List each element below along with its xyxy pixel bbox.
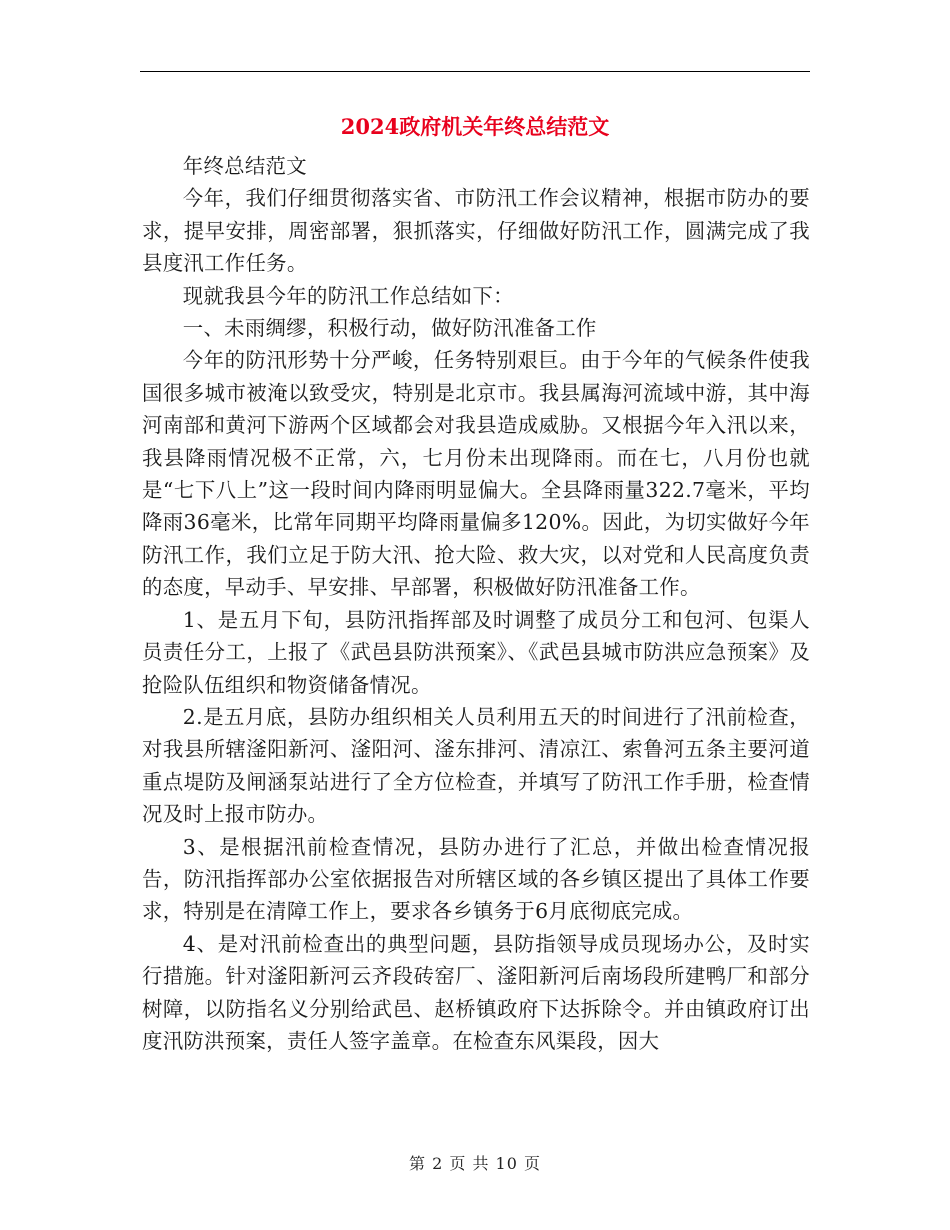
document-title: 2024政府机关年终总结范文 — [340, 114, 610, 139]
paragraph: 年终总结范文 — [182, 154, 307, 178]
section-heading: 一、未雨绸缪，积极行动，做好防汛准备工作 — [182, 316, 597, 341]
paragraph: 现就我县今年的防汛工作总结如下： — [182, 283, 514, 308]
paragraph: 2.是五月底，县防办组织相关人员利用五天的时间进行了汛前检查，对我县所辖滏阳新河、滏阳河、滏东排河、清凉江、索鲁河五条主要河道重点堤防及闸涵泵站进行了全方位检查，并填写了防汛工作手册，检查情况及时上报市防办。 — [142, 704, 810, 827]
page-number: 第 2 页 共 10 页 — [409, 1154, 541, 1173]
document-body — [142, 150, 810, 1057]
page-footer — [0, 1152, 950, 1176]
header-rule — [140, 71, 810, 72]
paragraph: 3、是根据汛前检查情况，县防办进行了汇总，并做出检查情况报告，防汛指挥部办公室依据报告对所辖区域的各乡镇区提出了具体工作要求，特别是在清障工作上，要求各乡镇务于6月底彻底完成。 — [142, 834, 810, 924]
paragraph: 今年的防汛形势十分严峻，任务特别艰巨。由于今年的气候条件使我国很多城市被淹以致受灾，特别是北京市。我县属海河流域中游，其中海河南部和黄河下游两个区域都会对我县造成威胁。又根据今年入汛以来，我县降雨情况极不正常，六，七月份未出现降雨。而在七，八月份也就是“七下八上”这一段时间内降雨明显偏大。全县降雨量322.7毫米，平均降雨36毫米，比常年同期平均降雨量偏多120%。因此，为切实做好今年防汛工作，我们立足于防大汛、抢大险、救大灾，以对党和人民高度负责的态度，早动手、早安排、早部署，积极做好防汛准备工作。 — [142, 348, 810, 600]
paragraph: 1、是五月下旬，县防汛指挥部及时调整了成员分工和包河、包渠人员责任分工，上报了《武邑县防洪预案》、《武邑县城市防洪应急预案》及抢险队伍组织和物资储备情况。 — [142, 607, 810, 697]
paragraph: 4、是对汛前检查出的典型问题，县防指领导成员现场办公，及时实行措施。针对滏阳新河云齐段砖窑厂、滏阳新河后南场段所建鸭厂和部分树障，以防指名义分别给武邑、赵桥镇政府下达拆除令。并由镇政府订出度汛防洪预案，责任人签字盖章。在检查东风渠段，因大 — [142, 931, 810, 1053]
paragraph: 今年，我们仔细贯彻落实省、市防汛工作会议精神，根据市防办的要求，提早安排，周密部署，狠抓落实，仔细做好防汛工作，圆满完成了我县度汛工作任务。 — [142, 186, 810, 276]
